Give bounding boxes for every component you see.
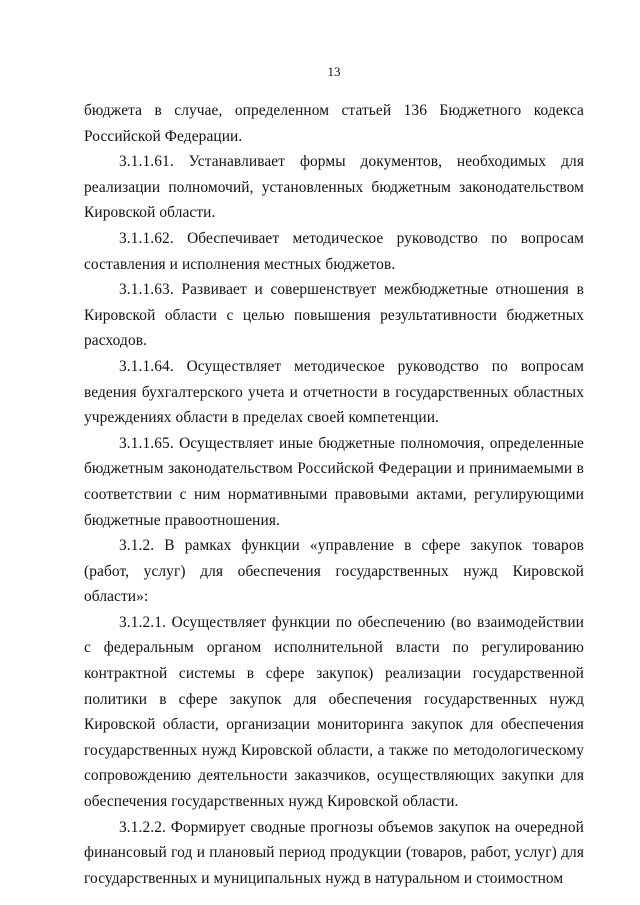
paragraph-continuation: бюджета в случае, определенном статьей 136 Бюджетного кодекса Российской Федерации. — [84, 102, 584, 145]
document-body — [84, 98, 584, 891]
paragraph-3-1-1-61: 3.1.1.61. Устанавливает формы документов, необходимых для реализации полномочий, установленных бюджетным законодательством Кировской области. — [84, 153, 584, 222]
page-number: 13 — [327, 64, 341, 79]
paragraph-3-1-2: 3.1.2. В рамках функции «управление в сфере закупок товаров (работ, услуг) для обеспечения государственных нужд Кировской области»: — [84, 537, 584, 606]
paragraph-3-1-1-65: 3.1.1.65. Осуществляет иные бюджетные полномочия, определенные бюджетным законодательством Российской Федерации и принимаемыми в соответствии с ним нормативными правовыми актами, регулирующими бюджетные правоотношения. — [84, 434, 584, 529]
paragraph-3-1-1-64: 3.1.1.64. Осуществляет методическое руководство по вопросам ведения бухгалтерского учета и отчетности в государственных областных учреждениях области в пределах своей компетенции. — [84, 357, 584, 427]
paragraph-3-1-2-1: 3.1.2.1. Осуществляет функции по обеспечению (во взаимодействии с федеральным органом исполнительной власти по регулированию контрактной системы в сфере закупок) реализации государственной политики в сфере закупок для обеспечения государственных нужд Кировской области, организации мониторинга закупок для обеспечения государственных нужд Кировской области, а также по методологическому сопровождению деятельности заказчиков, осуществляющих закупки для обеспечения государственных нужд Кировской области. — [84, 613, 584, 811]
paragraph-3-1-2-2: 3.1.2.2. Формирует сводные прогнозы объемов закупок на очередной финансовый год и плановый период продукции (товаров, работ, услуг) для государственных и муниципальных нужд в натуральном и стоимостном — [84, 818, 584, 887]
paragraph-3-1-1-62: 3.1.1.62. Обеспечивает методическое руководство по вопросам составления и исполнения местных бюджетов. — [84, 229, 584, 273]
paragraph-3-1-1-63: 3.1.1.63. Развивает и совершенствует межбюджетные отношения в Кировской области с целью повышения результативности бюджетных расходов. — [84, 281, 584, 350]
